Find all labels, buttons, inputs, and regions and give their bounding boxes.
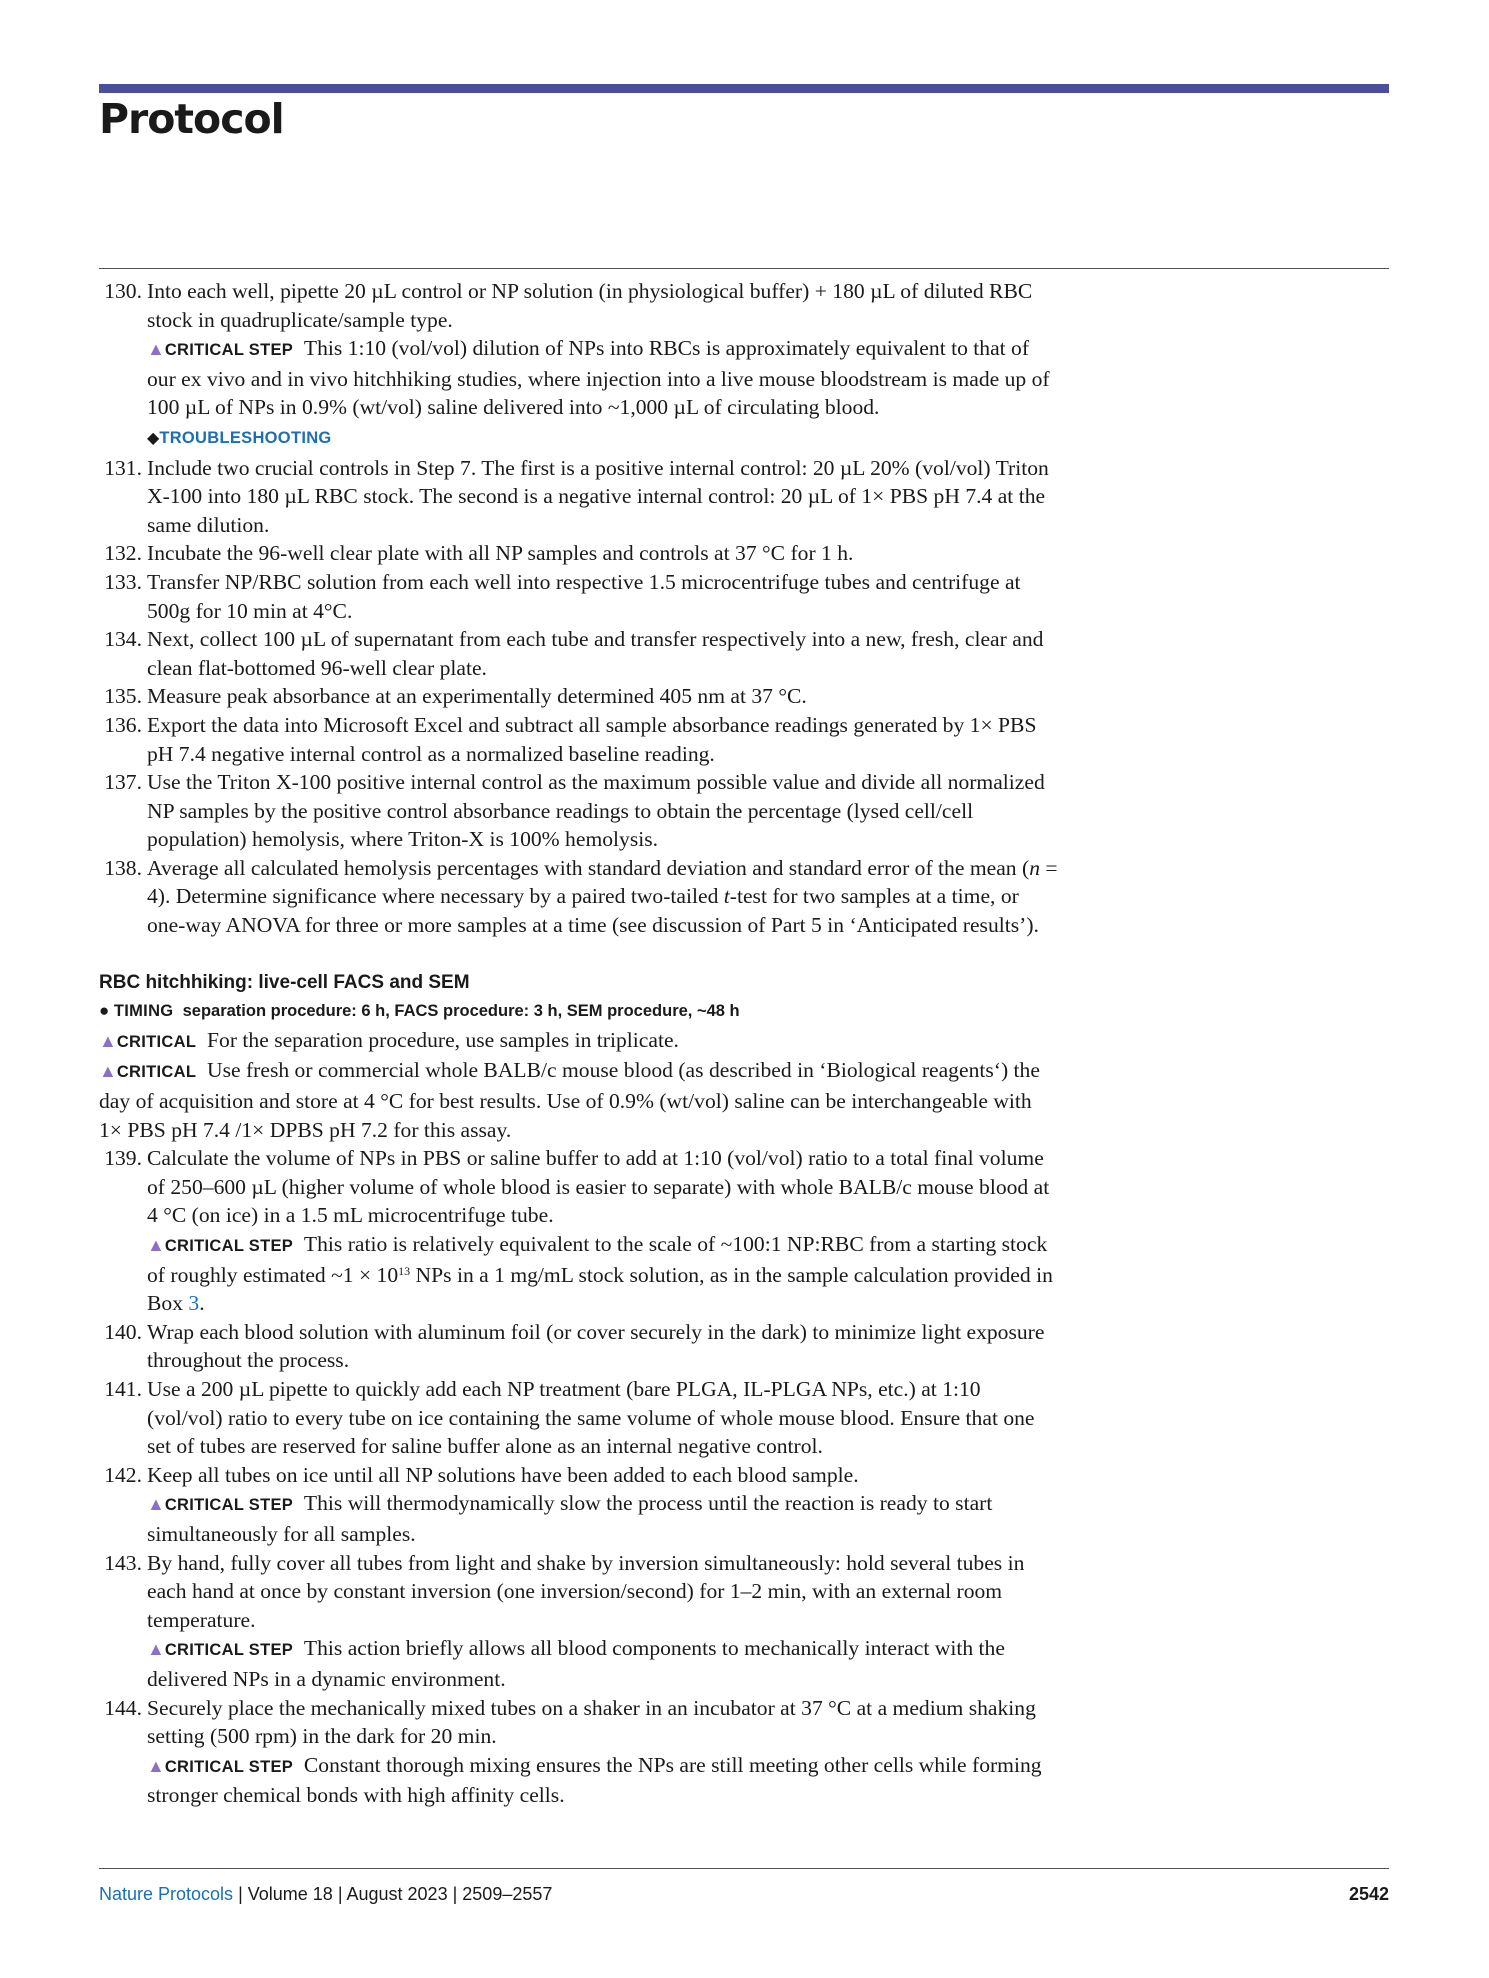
step-item: [99, 454, 1059, 540]
step-number: 137.: [104, 770, 142, 795]
section-heading: RBC hitchhiking: live-cell FACS and SEM: [99, 971, 470, 993]
step-text: Export the data into Microsoft Excel and subtract all sample absorbance readings generated by 1× PBS pH 7.4 negative internal control as a normalized baseline reading.: [147, 712, 1037, 766]
step-number: 131.: [104, 455, 142, 480]
step-text: Incubate the 96-well clear plate with all NP samples and controls at 37 °C for 1 h.: [147, 541, 854, 566]
timing-dot-icon: ●: [99, 1001, 110, 1021]
step-text: Use the Triton X-100 positive internal control as the maximum possible value and divide all normalized NP samples by the positive control absorbance readings to obtain the percentage (lysed cell/cell population) hemolysis, where Triton-X is 100% hemolysis.: [147, 770, 1045, 852]
critical-note: ▲CRITICAL For the separation procedure, use samples in triplicate.: [99, 1027, 679, 1052]
critical-triangle-icon: ▲: [147, 1494, 165, 1515]
step-text: Include two crucial controls in Step 7. The first is a positive internal control: 20 µL 20% (vol/vol) Triton X-100 into 180 µL RBC stock. The second is a negative internal control: 20 µL of 1× PBS pH 7.4 at the same dilution.: [147, 455, 1049, 537]
timing-line: [99, 997, 1059, 1026]
critical-triangle-icon: ▲: [147, 1235, 165, 1255]
main-content: [99, 277, 1059, 1810]
timing-label: TIMING: [113, 1002, 174, 1021]
step-item: [99, 277, 1059, 454]
step-item: [99, 539, 1059, 568]
step-text: Next, collect 100 µL of supernatant from each tube and transfer respectively into a new, fresh, clear and clean flat-bottomed 96-well clear plate.: [147, 627, 1044, 680]
header-rule: [99, 84, 1389, 93]
step-number: 138.: [104, 855, 142, 880]
step-number: 134.: [104, 627, 142, 652]
header-divider: [99, 268, 1389, 269]
step-text: Keep all tubes on ice until all NP solutions have been added to each blood sample.: [147, 1462, 859, 1487]
step-item: [99, 625, 1059, 682]
critical-step: ▲CRITICAL STEP Constant thorough mixing ensures the NPs are still meeting other cells while forming stronger chemical bonds with high affinity cells.: [147, 1752, 1042, 1808]
critical-step: ▲CRITICAL STEP This action briefly allows all blood components to mechanically interact with the delivered NPs in a dynamic environment.: [147, 1636, 1005, 1691]
step-number: 140.: [104, 1319, 142, 1344]
timing-text: separation procedure: 6 h, FACS procedure: 3 h, SEM procedure, ~48 h: [182, 1002, 740, 1021]
step-item: [99, 568, 1059, 625]
journal-name: Nature Protocols: [99, 1884, 234, 1904]
step-number: 133.: [104, 569, 142, 594]
critical-triangle-icon: ▲: [147, 1639, 165, 1660]
page-range: 2509–2557: [462, 1884, 553, 1904]
diamond-icon: ◆: [147, 429, 160, 447]
footer: Nature Protocols | Volume 18 | August 2023 | 2509–2557 2542: [99, 1884, 1389, 1904]
critical-triangle-icon: ▲: [147, 339, 165, 360]
step-item: [99, 1549, 1059, 1694]
issue-date: August 2023: [346, 1884, 448, 1904]
critical-step: ▲CRITICAL STEP This 1:10 (vol/vol) dilution of NPs into RBCs is approximately equivalent to that of our ex vivo and in vivo hitchhiking studies, where injection into a live mouse bloodstream is made up of 100 µL of NPs in 0.9% (wt/vol) saline delivered into ~1,000 µL of circulating blood.: [147, 336, 1050, 420]
step-number: 135.: [104, 684, 142, 709]
step-item: 138. Average all calculated hemolysis percentages with standard deviation and standard error of the mean (n = 4). Determine significance where necessary by a paired two-tailed t-test for two samples at a time, or one-way ANOVA for three or more samples at a time (see discussion of Part 5 in ‘Anticipated results’).: [99, 854, 1059, 940]
steps-group-a: [99, 277, 1059, 854]
step-text: Measure peak absorbance at an experimentally determined 405 nm at 37 °C.: [147, 684, 807, 709]
step-number: 143.: [104, 1550, 142, 1575]
step-item: [99, 1318, 1059, 1375]
footer-divider: [99, 1868, 1389, 1869]
step-item: [99, 1694, 1059, 1810]
step-item: [99, 1144, 1059, 1318]
critical-triangle-icon: ▲: [147, 1755, 165, 1776]
critical-note: ▲CRITICAL Use fresh or commercial whole BALB/c mouse blood (as described in ‘Biological reagents‘) the day of acquisition and store at 4 °C for best results. Use of 0.9% (wt/vol) saline can be interchangeable with 1× PBS pH 7.4 /1× DPBS pH 7.2 for this assay.: [99, 1058, 1040, 1142]
step-item: [99, 1375, 1059, 1461]
step-number: 142.: [104, 1462, 142, 1487]
step-item: [99, 1461, 1059, 1549]
critical-step: ▲CRITICAL STEP This ratio is relatively equivalent to the scale of ~100:1 NP:RBC from a starting stock of roughly estimated ~1 × $10^{13}$ NPs in a 1 mg/mL stock solution, as in the sample calculation provided in Box 3.: [147, 1232, 1053, 1316]
steps-group-b: [99, 1318, 1059, 1810]
step-text: Wrap each blood solution with aluminum foil (or cover securely in the dark) to minimize light exposure throughout the process.: [147, 1319, 1045, 1373]
step-text: Into each well, pipette 20 µL control or NP solution (in physiological buffer) + 180 µL of diluted RBC stock in quadruplicate/sample type.: [147, 279, 1033, 332]
critical-triangle-icon: ▲: [99, 1061, 117, 1082]
page-title: Protocol: [99, 95, 284, 143]
step-number: 141.: [104, 1376, 142, 1401]
volume: Volume 18: [247, 1884, 333, 1904]
step-number: 132.: [104, 541, 142, 566]
step-item: [99, 682, 1059, 711]
critical-step: ▲CRITICAL STEP This will thermodynamically slow the process until the reaction is ready to start simultaneously for all samples.: [147, 1491, 993, 1546]
step-number: 130.: [104, 279, 142, 303]
step-number: 139.: [104, 1146, 142, 1171]
critical-triangle-icon: ▲: [99, 1030, 117, 1051]
troubleshooting-link[interactable]: ◆TROUBLESHOOTING: [147, 428, 332, 447]
step-item: [99, 768, 1059, 854]
box-link[interactable]: 3: [188, 1291, 200, 1316]
step-text: Transfer NP/RBC solution from each well into respective 1.5 microcentrifuge tubes and centrifuge at 500g for 10 min at 4°C.: [147, 569, 1021, 623]
step-text: Use a 200 µL pipette to quickly add each NP treatment (bare PLGA, IL-PLGA NPs, etc.) at 1:10 (vol/vol) ratio to every tube on ice containing the same volume of whole mouse blood. Ensure that one set of tubes are reserved for saline buffer alone as an internal negative control.: [147, 1376, 1035, 1459]
step-item: [99, 711, 1059, 768]
step-text: Calculate the volume of NPs in PBS or saline buffer to add at 1:10 (vol/vol) ratio to a total final volume of 250–600 µL (higher volume of whole blood is easier to separate) with whole BALB/c mouse blood at 4 °C (on ice) in a 1.5 mL microcentrifuge tube.: [147, 1146, 1050, 1228]
step-number: 136.: [104, 712, 142, 737]
step-text: By hand, fully cover all tubes from light and shake by inversion simultaneously: hold several tubes in each hand at once by constant inversion (one inversion/second) for 1–2 min, with an external room temperature.: [147, 1550, 1025, 1632]
page-number: 2542: [1348, 1884, 1389, 1904]
step-text: Securely place the mechanically mixed tubes on a shaker in an incubator at 37 °C at a medium shaking setting (500 rpm) in the dark for 20 min.: [147, 1695, 1036, 1749]
step-number: 144.: [104, 1695, 142, 1720]
